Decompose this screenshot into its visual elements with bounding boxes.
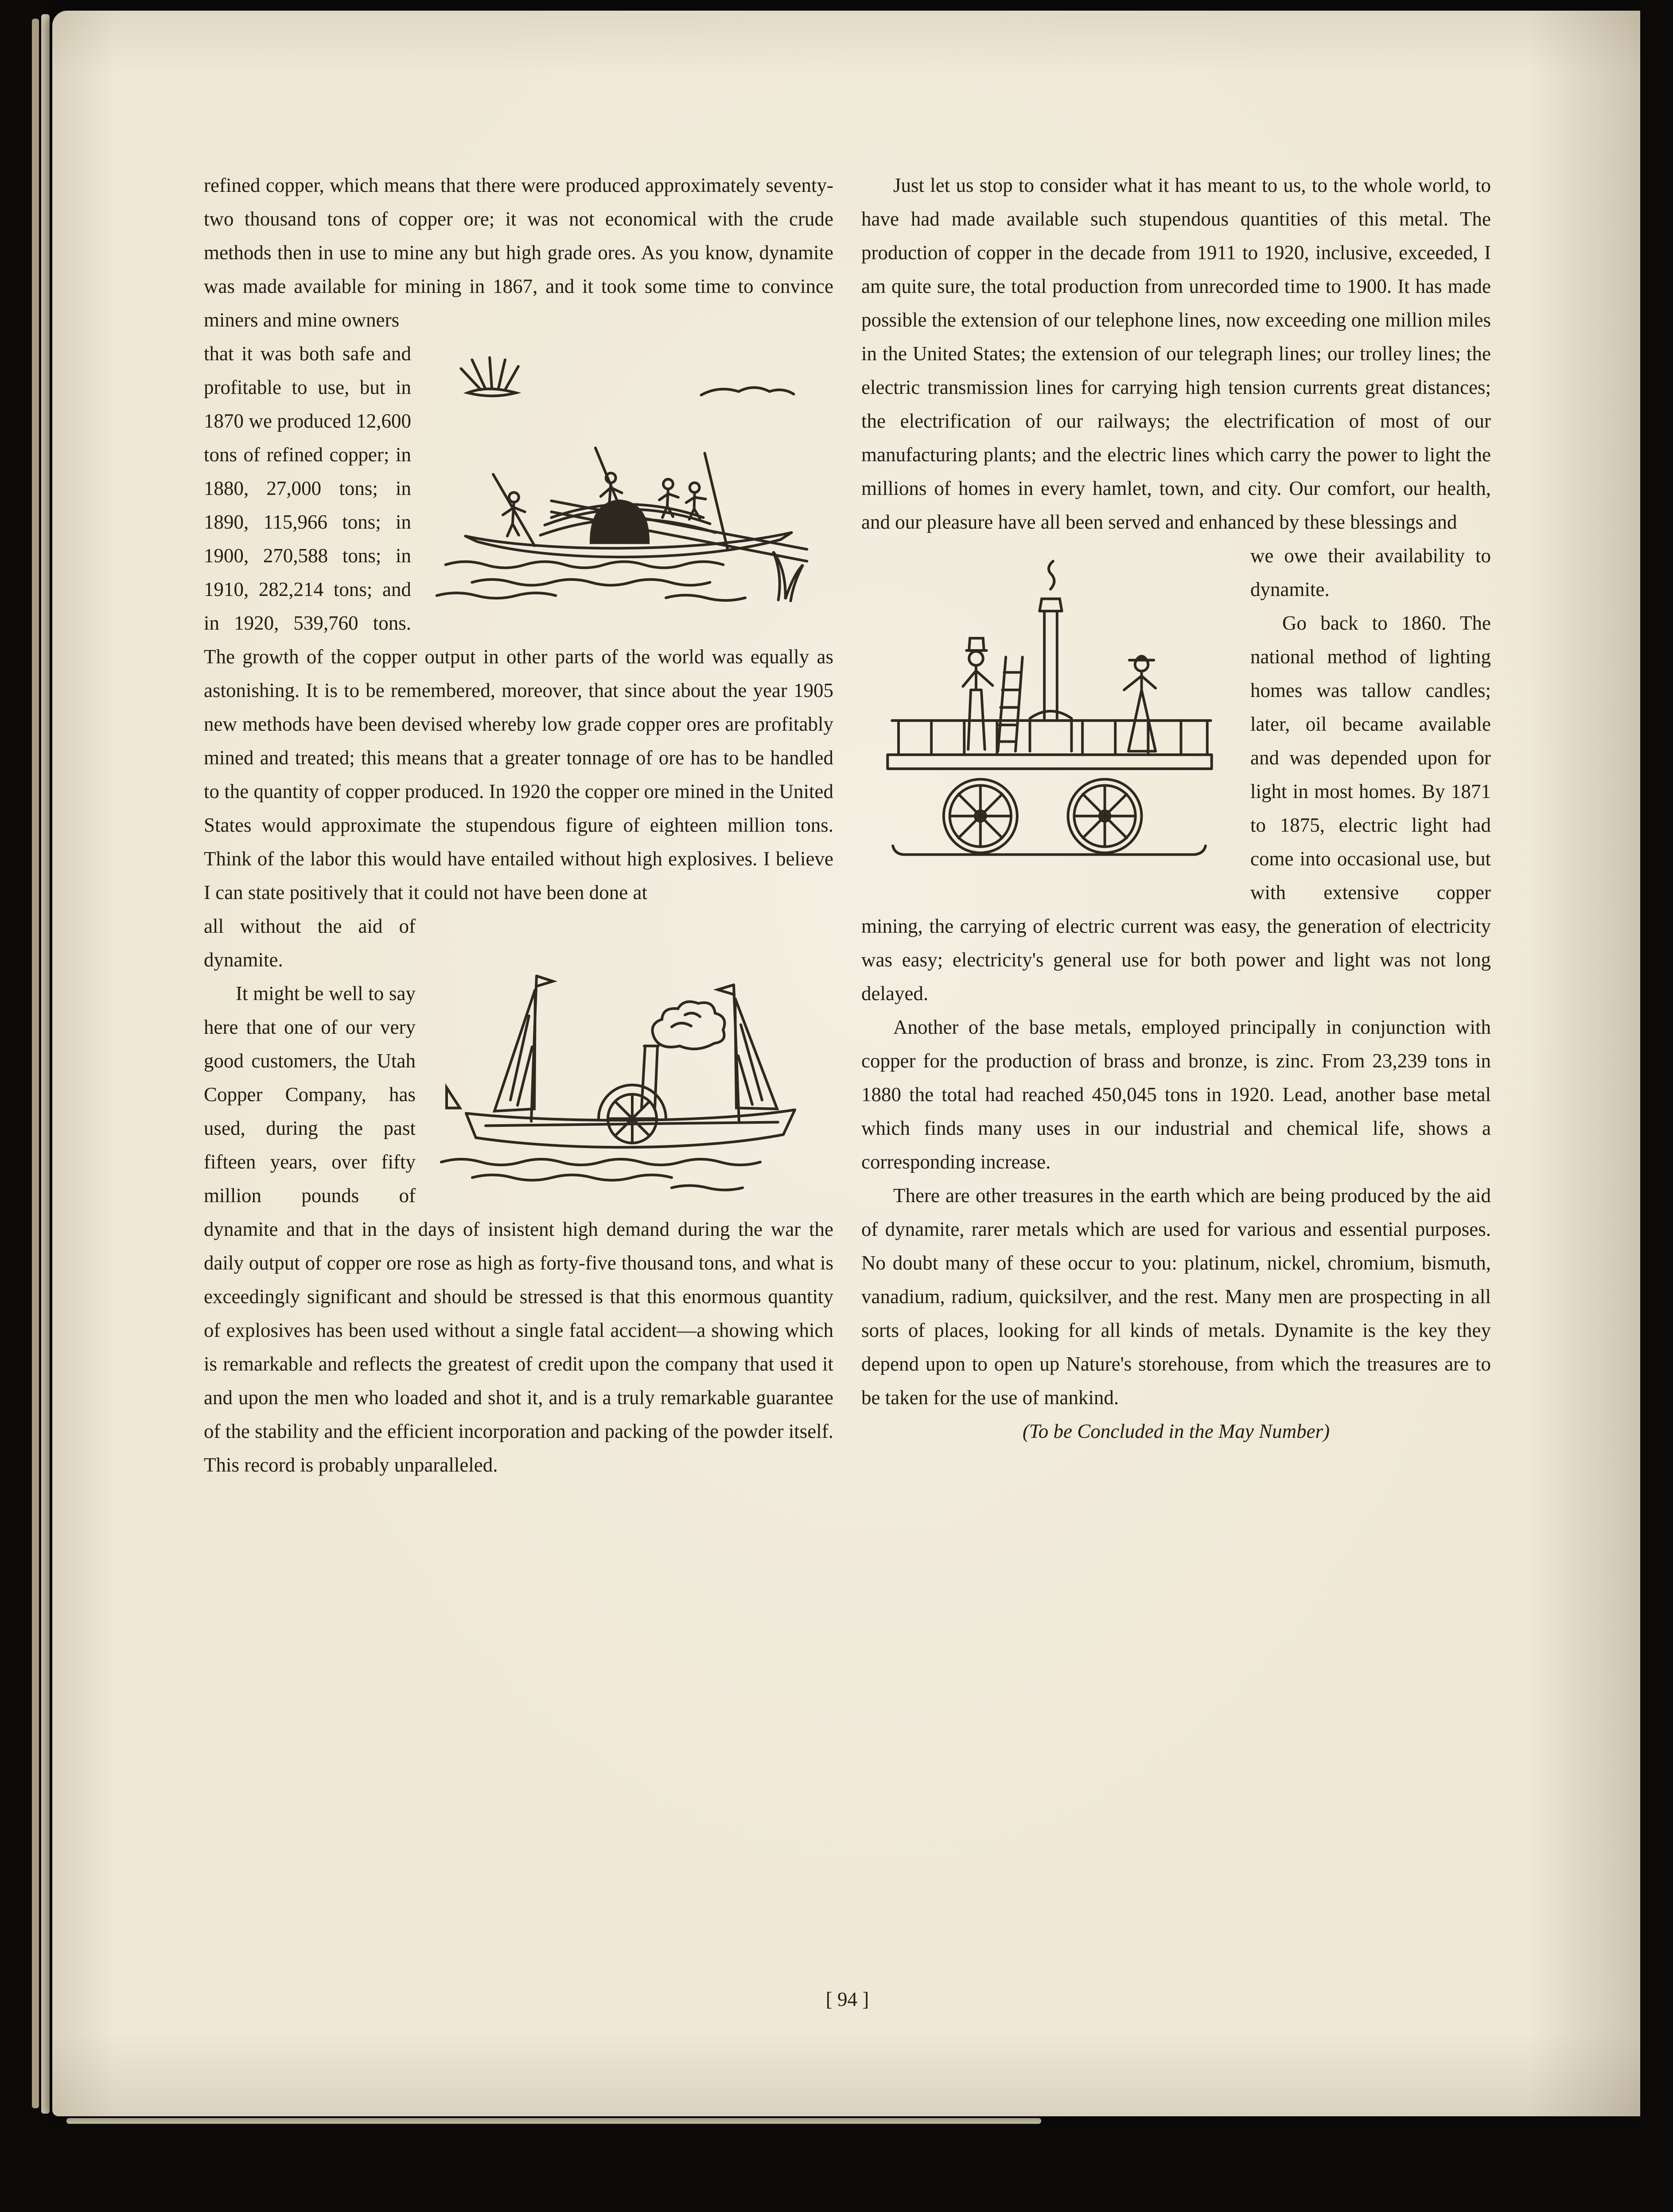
paragraph: There are other treasures in the earth which are being produced by the aid of dynamite, rarer metals which are used for various and essential purposes. No doubt many of these occur to you: platinum, nickel, chromium, bismuth, vanadium, radium, quicksilver, and the rest. Many men are prospecting in all sorts of places, looking for all kinds of metals. Dynamite is the key they depend upon to open up Nature's storehouse, from which the treasures are to be taken for the use of mankind. xyxy=(861,1184,1491,1409)
paragraph: Just let us stop to consider what it has meant to us, to the whole world, to have had made available such stupendous quantities of this metal. The production of copper in the decade from 1911 to 1920, inclusive, exceeded, I am quite sure, the total production from unrecorded time to 1900. It has made possible the extension of our telephone lines, now exceeding one million miles in the United States; the extension of our telegraph lines; our trolley lines; the electric transmission lines for carrying high tension currents great distances; the electrification of our railways; the electrification of most of our manufacturing plants; and the electric lines which carry the power to light the millions of homes in every hamlet, town, and city. Our comfort, our health, and our pleasure have all been served and enhanced by these blessings and xyxy=(861,174,1491,533)
page-stack-edge xyxy=(66,2118,1041,2124)
right-column xyxy=(861,168,1491,1482)
raft-drawing-icon xyxy=(419,340,833,617)
paddle-steamer-illustration xyxy=(424,913,833,1199)
left-column xyxy=(204,168,833,1482)
page-number: [ 94 ] xyxy=(825,1988,869,2010)
log-raft-illustration xyxy=(419,340,833,617)
paragraph: Another of the base metals, employed principally in conjunction with copper for the production of brass and bronze, is zinc. From 23,239 tons in 1880 the total had reached 450,045 tons in 1920. Lead, another base metal which finds many uses in our industrial and chemical life, shows a corresponding increase. xyxy=(861,1016,1491,1173)
paragraph: Go back to 1860. The national method of lighting homes was tallow candles; later, oil became available and was depended upon for light in most homes. By 1871 to 1875, electric light had come into occasional use, but with extensive copper mining, the carrying of electric current was easy, the generation of electricity was easy; electricity's general use for both power and light was not long delayed. xyxy=(861,612,1491,1005)
wrapped-block xyxy=(204,337,833,909)
early-locomotive-illustration xyxy=(861,542,1238,872)
page-stack-edge xyxy=(32,19,39,2108)
page-stack-edge xyxy=(41,14,50,2114)
paragraph: that it was both safe and profitable to use, but in 1870 we produced 12,600 tons of refined copper; in 1880, 27,000 tons; in 1890, 115,966 tons; in 1900, 270,588 tons; in 1910, 282,214 tons; and in 1920, 539,760 tons. The growth of the copper output in other parts of the world was equally as astonishing. It is to be remembered, moreover, that since about the year 1905 new methods have been devised whereby low grade copper ores are profitably mined and treated; this means that a greater tonnage of ore has to be handled to the quantity of copper produced. In 1920 the copper ore mined in the United States would approximate the stupendous figure of eighteen million tons. Think of the labor this would have entailed without high explosives. I believe I can state positively that it could not have been done at xyxy=(204,343,833,903)
paragraph: we owe their availability to dynamite. xyxy=(1250,545,1491,600)
locomotive-drawing-icon xyxy=(861,542,1238,872)
steamship-drawing-icon xyxy=(424,913,833,1199)
wrapped-block xyxy=(861,539,1491,1010)
paragraph: refined copper, which means that there were produced approximately seventy-two thousand tons of copper ore; it was not economical with the crude methods then in use to mine any but high grade ores. As you know, dynamite was made available for mining in 1867, and it took some time to convince miners and mine owners xyxy=(204,174,833,331)
wrapped-block xyxy=(204,909,833,1482)
magazine-page xyxy=(52,11,1640,2116)
page-content xyxy=(204,168,1491,1482)
paragraph: all without the aid of dynamite. xyxy=(204,915,416,971)
to-be-concluded-note: (To be Concluded in the May Number) xyxy=(1022,1420,1330,1442)
paragraph: It might be well to say here that one of our very good customers, the Utah Copper Company, has used, during the past fifteen years, over fifty million pounds of dynamite and that in the days of insistent high demand during the war the daily output of copper ore rose as high as forty-five thousand tons, and what is exceedingly significant and should be stressed is that this enormous quantity of explosives has been used without a single fatal accident—a showing which is remarkable and reflects the greatest of credit upon the company that used it and upon the men who loaded and shot it, and is a truly remarkable guarantee of the stability and the efficient incorporation and packing of the powder itself. This record is probably unparalleled. xyxy=(204,982,833,1476)
